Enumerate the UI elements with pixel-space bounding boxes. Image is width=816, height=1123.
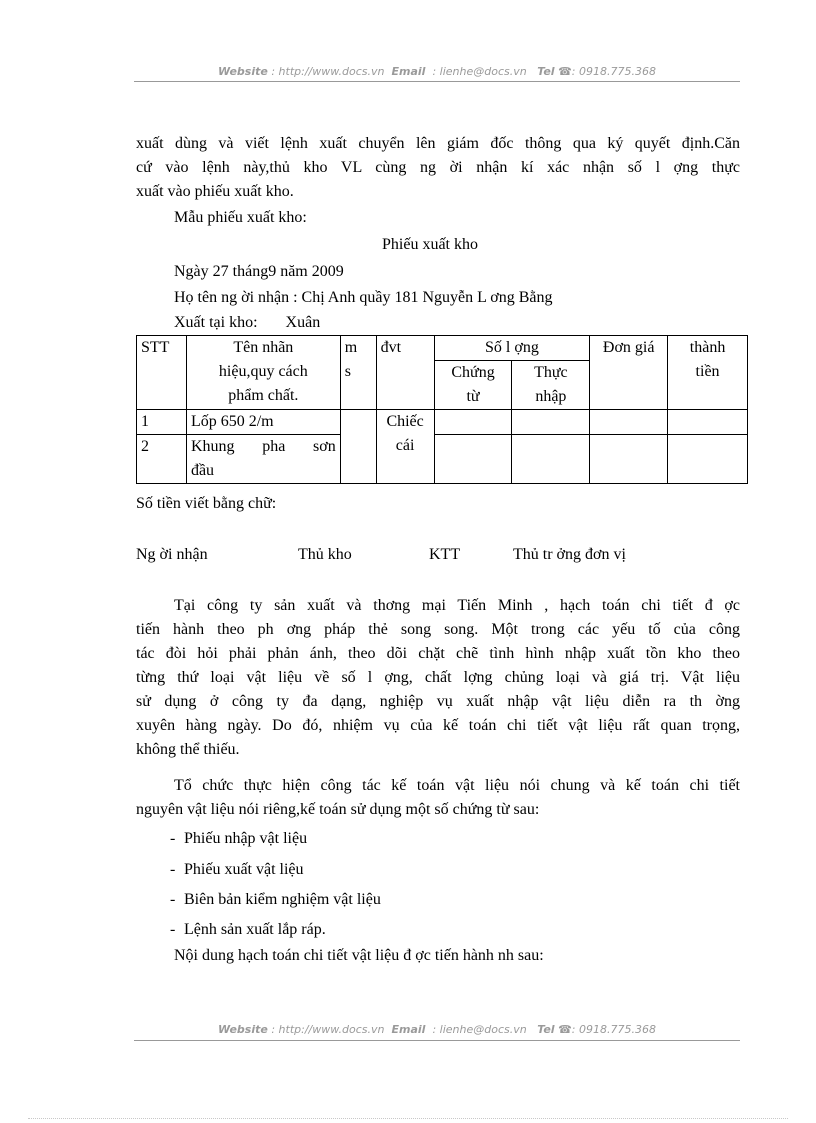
header-stt: STT	[137, 336, 187, 410]
header-quantity: Số l ợng	[434, 336, 590, 361]
tel-label: Tel	[537, 1023, 555, 1036]
list-item: - Phiếu nhập vật liệu	[170, 830, 308, 847]
cell-unit-price	[590, 435, 668, 484]
phone-icon: ☎	[558, 1023, 572, 1036]
cell-ms	[340, 410, 376, 484]
issue-slip-table	[136, 335, 748, 484]
website-value: : http://www.docs.vn	[271, 1023, 385, 1036]
email-value: : lienhe@docs.vn	[432, 65, 527, 78]
signature-chief-accountant: KTT	[429, 546, 461, 563]
header-ms: m s	[340, 336, 376, 410]
header-document-qty: Chứng từ	[434, 361, 512, 410]
warehouse-label: Xuất tại kho:	[174, 314, 258, 331]
header-name: Tên nhãn hiệu,quy cách phẩm chất.	[186, 336, 340, 410]
website-label: Website	[218, 65, 268, 78]
paragraph-line: nguyên vật liệu nói riêng,kế toán sử dụng một số chứng từ sau:	[136, 801, 540, 818]
table-header-row	[137, 336, 748, 361]
intro-line: xuất dùng và viết lệnh xuất chuyển lên giám đốc thông qua ký quyết định.Căn	[136, 135, 740, 152]
paragraph-line: tác đòi hỏi phải phản ánh, theo dõi chặt chẽ tình hình nhập xuất tồn kho theo	[136, 645, 740, 662]
list-item: - Biên bản kiểm nghiệm vật liệu	[170, 891, 381, 908]
signature-receiver: Ng ời nhận	[136, 546, 208, 563]
cell-document-qty	[434, 410, 512, 435]
header-unit-price: Đơn giá	[590, 336, 668, 410]
cell-actual-qty	[512, 410, 590, 435]
paragraph-line: Tại công ty sản xuất và thơng mại Tiến Minh , hạch toán chi tiết đ ợc	[174, 597, 740, 614]
amount-in-words: Số tiền viết bằng chữ:	[136, 495, 277, 512]
form-date: Ngày 27 tháng9 năm 2009	[174, 263, 344, 280]
page-header	[134, 65, 740, 78]
paragraph-line: từng thứ loại vật liệu về số l ợng, chất lợng chủng loại và giá trị. Vật liệu	[136, 669, 740, 686]
tel-value: : 0918.775.368	[571, 65, 656, 78]
cell-document-qty	[434, 435, 512, 484]
website-value: : http://www.docs.vn	[271, 65, 385, 78]
intro-line: xuất vào phiếu xuất kho.	[136, 183, 294, 200]
intro-paragraph	[136, 132, 740, 180]
table-row	[137, 410, 748, 435]
list-item: - Lệnh sản xuất lắp ráp.	[170, 921, 326, 938]
list-item: - Phiếu xuất vật liệu	[170, 861, 304, 878]
signature-unit-head: Thủ tr ởng đơn vị	[513, 546, 626, 563]
closing-line: Nội dung hạch toán chi tiết vật liệu đ ợc tiến hành nh sau:	[174, 947, 544, 964]
signature-storekeeper: Thủ kho	[298, 546, 352, 563]
paragraph-1	[136, 594, 740, 738]
form-title: Phiếu xuất kho	[382, 236, 478, 253]
cell-unit: Chiếc cái	[376, 410, 434, 484]
paragraph-line: xuyên hàng ngày. Do đó, nhiệm vụ của kế toán chi tiết vật liệu rất quan trọng,	[136, 717, 740, 734]
cell-unit-price	[590, 410, 668, 435]
footer-rule	[134, 1040, 740, 1041]
cell-stt: 1	[137, 410, 187, 435]
table-row	[137, 435, 748, 484]
intro-line: cứ vào lệnh này,thủ kho VL cùng ng ời nhận kí xác nhận số l ợng thực	[136, 159, 740, 176]
cell-actual-qty	[512, 435, 590, 484]
tel-label: Tel	[537, 65, 555, 78]
cell-name: Lốp 650 2/m	[186, 410, 340, 435]
paragraph-2	[136, 774, 740, 798]
sample-label: Mẫu phiếu xuất kho:	[174, 209, 307, 226]
tel-value: : 0918.775.368	[571, 1023, 656, 1036]
header-total: thành tiền	[668, 336, 748, 410]
header-rule	[134, 81, 740, 82]
form-receiver: Họ tên ng ời nhận : Chị Anh quầy 181 Nguyễn L ơng Bằng	[174, 289, 553, 306]
header-actual-qty: Thực nhập	[512, 361, 590, 410]
email-label: Email	[391, 65, 426, 78]
form-warehouse	[174, 311, 320, 335]
page-footer	[134, 1023, 740, 1036]
warehouse-value: Xuân	[285, 314, 321, 331]
paragraph-line: sử dụng ở công ty đa dạng, nghiệp vụ xuất nhập vật liệu diễn ra th ờng	[136, 693, 740, 710]
cell-total	[668, 410, 748, 435]
page-edge-dots	[28, 1118, 788, 1119]
phone-icon: ☎	[558, 65, 572, 78]
cell-stt: 2	[137, 435, 187, 484]
header-unit: đvt	[376, 336, 434, 410]
email-value: : lienhe@docs.vn	[432, 1023, 527, 1036]
email-label: Email	[391, 1023, 426, 1036]
website-label: Website	[218, 1023, 268, 1036]
cell-name: Khung pha sơn đầu	[186, 435, 340, 484]
paragraph-line: không thể thiếu.	[136, 741, 240, 758]
cell-total	[668, 435, 748, 484]
paragraph-line: tiến hành theo ph ơng pháp thẻ song song. Một trong các yếu tố của công	[136, 621, 740, 638]
paragraph-line: Tổ chức thực hiện công tác kế toán vật liệu nói chung và kế toán chi tiết	[174, 777, 740, 794]
